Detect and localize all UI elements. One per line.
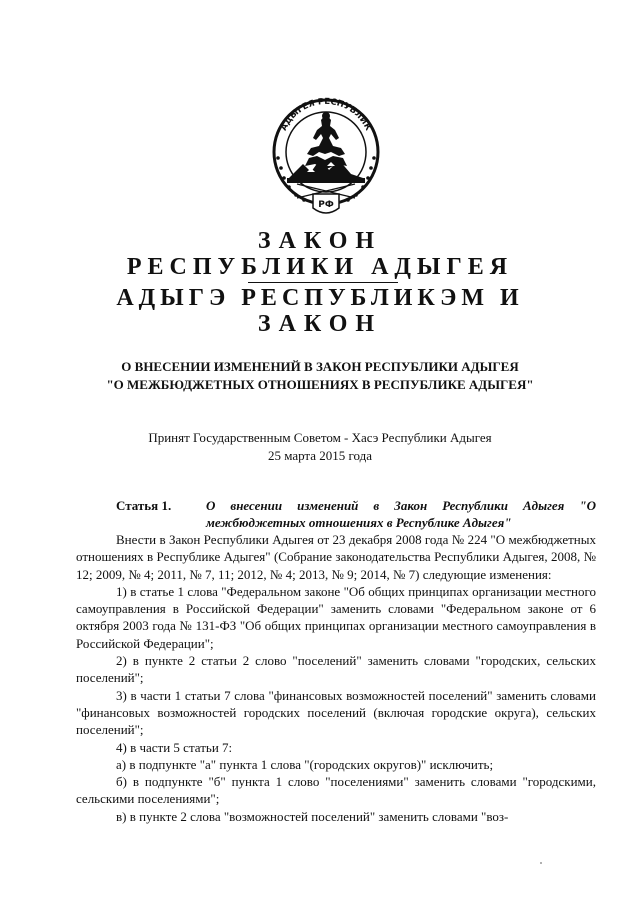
article-body — [76, 531, 596, 825]
header-divider — [248, 282, 398, 283]
adoption-line-1: Принят Государственным Советом - Хасэ Республики Адыгея — [148, 430, 492, 445]
paragraph: в) в пункте 2 слова "возможностей поселений" заменить словами "воз- — [116, 808, 509, 824]
header-line-3: АДЫГЭ РЕСПУБЛИКЭМ И — [116, 285, 524, 311]
law-title — [0, 358, 640, 394]
paragraph: а) в подпункте "а" пункта 1 слова "(городских округов)" исключить; — [116, 756, 494, 772]
paragraph: Внести в Закон Республики Адыгея от 23 декабря 2008 года № 224 "О межбюджетных отношениях в Республике Адыгея" (Собрание законодательства Республики Адыгея, 2008, № 12; 2009, № 4; 2011, № 7, 11; 2012, № 4; 2013, № 9; 2014, № 7) следующие изменения: — [76, 532, 596, 582]
header-line-1: ЗАКОН — [257, 228, 383, 254]
paragraph: 1) в статье 1 слова "Федеральном законе "Об общих принципах организации местного самоуправления в Российской Федерации" заменить словами "Федеральном законе от 6 октября 2003 года № 131-ФЗ "Об общих принципах организации местного самоуправления в Российской Федерации"; — [76, 583, 596, 651]
emblem-ring-text: АДЫГЕЯ РЕСПУБЛИК — [279, 96, 373, 133]
scan-speck — [540, 862, 542, 864]
paragraph: 2) в пункте 2 статьи 2 слово "поселений" заменить словами "городских, сельских поселений"; — [76, 653, 596, 686]
article-number: Статья 1. — [116, 498, 172, 513]
article-title: О внесении изменений в Закон Республики Адыгея "О межбюджетных отношениях в Республике Адыгея" — [206, 498, 596, 530]
paragraph: б) в подпункте "б" пункта 1 слово "поселениями" заменить словами "городскими, сельскими поселениями"; — [76, 774, 596, 807]
paragraph: 4) в части 5 статьи 7: — [116, 739, 233, 755]
adoption-info — [0, 429, 640, 465]
paragraph: 3) в части 1 статьи 7 слова "финансовых возможностей поселений" заменить словами "финансовых возможностей городских поселений (включая городские округа), сельских поселений"; — [76, 687, 596, 738]
header-line-2: РЕСПУБЛИКИ АДЫГЕЯ — [126, 254, 514, 280]
adoption-date: 25 марта 2015 года — [267, 448, 373, 463]
header-line-4: ЗАКОН — [257, 311, 383, 337]
article-heading — [116, 497, 596, 531]
emblem-bottom-text: РФ — [318, 200, 334, 210]
coat-of-arms-emblem — [267, 86, 385, 226]
law-title-line-1: О ВНЕСЕНИИ ИЗМЕНЕНИЙ В ЗАКОН РЕСПУБЛИКИ АДЫГЕЯ — [121, 359, 519, 374]
law-title-line-2: "О МЕЖБЮДЖЕТНЫХ ОТНОШЕНИЯХ В РЕСПУБЛИКЕ АДЫГЕЯ" — [106, 377, 534, 392]
